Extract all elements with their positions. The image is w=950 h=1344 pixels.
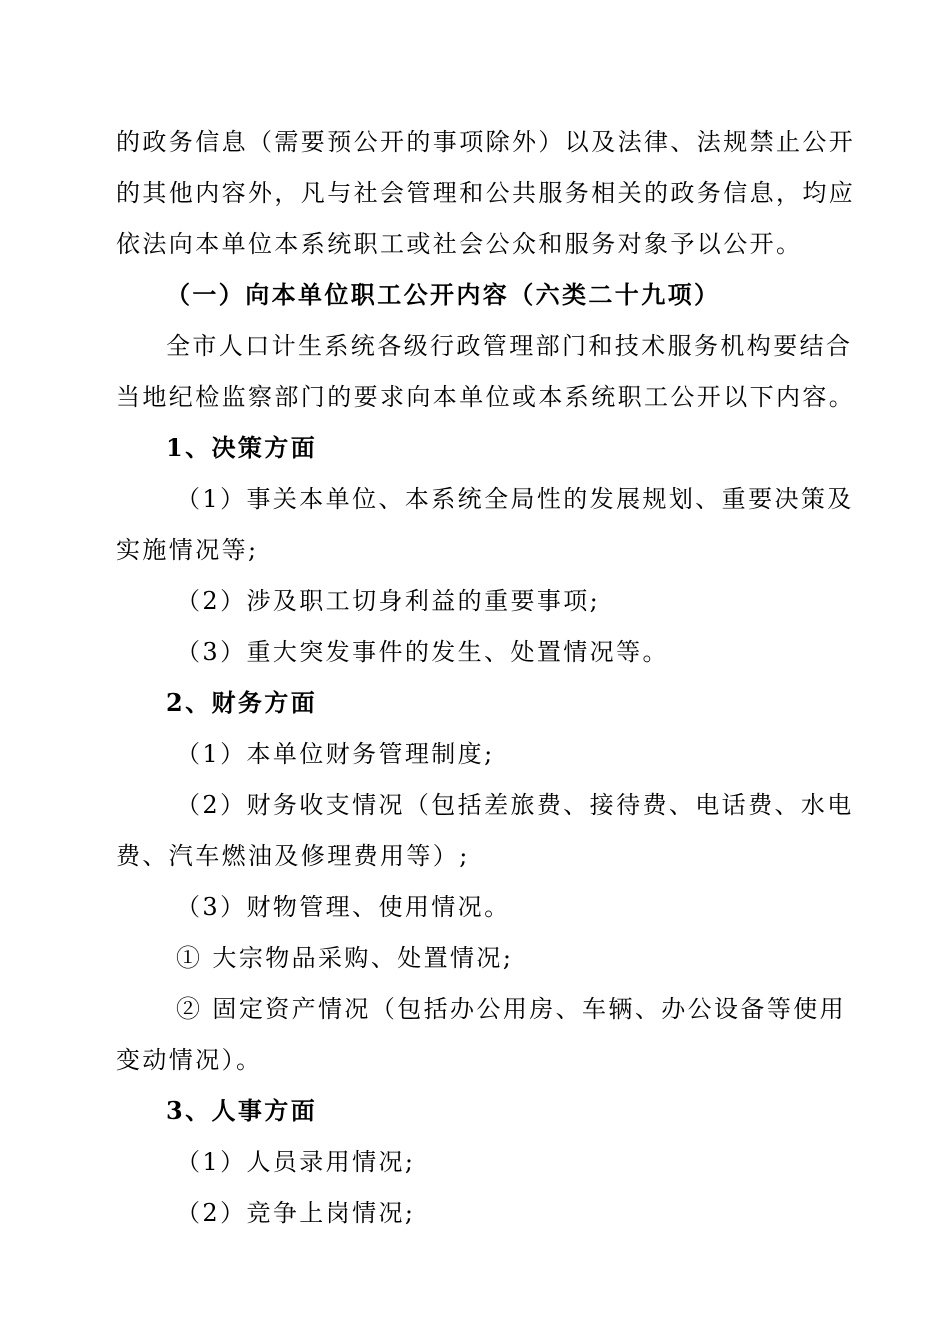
decision-heading: 1、决策方面 [166, 433, 318, 462]
section-title: （一）向本单位职工公开内容（六类二十九项） [166, 280, 721, 309]
intro-line-1: 的政务信息（需要预公开的事项除外）以及法律、法规禁止公开 [116, 128, 856, 156]
personnel-heading: 3、人事方面 [166, 1096, 318, 1125]
section-body-line-1: 全市人口计生系统各级行政管理部门和技术服务机构要结合 [166, 332, 853, 360]
finance-item-2-line-1: （2）财务收支情况（包括差旅费、接待费、电话费、水电 [176, 791, 854, 819]
decision-item-1-line-1: （1）事关本单位、本系统全局性的发展规划、重要决策及 [176, 485, 854, 513]
finance-sub-item-1: ① 大宗物品采购、处置情况; [176, 944, 514, 972]
finance-item-2-line-2: 费、汽车燃油及修理费用等）; [116, 842, 470, 870]
decision-item-2: （2）涉及职工切身利益的重要事项; [176, 587, 601, 615]
intro-line-3: 依法向本单位本系统职工或社会公众和服务对象予以公开。 [116, 230, 803, 258]
finance-item-3: （3）财物管理、使用情况。 [176, 893, 511, 921]
finance-item-1: （1）本单位财务管理制度; [176, 740, 495, 768]
decision-item-1-line-2: 实施情况等; [116, 536, 259, 564]
personnel-item-1: （1）人员录用情况; [176, 1148, 416, 1176]
decision-item-3: （3）重大突发事件的发生、处置情况等。 [176, 638, 669, 666]
finance-sub-item-2-line-2: 变动情况）。 [116, 1046, 263, 1074]
section-body-line-2: 当地纪检监察部门的要求向本单位或本系统职工公开以下内容。 [116, 383, 856, 411]
finance-heading: 2、财务方面 [166, 688, 318, 717]
finance-sub-item-2-line-1: ② 固定资产情况（包括办公用房、车辆、办公设备等使用 [176, 995, 847, 1023]
personnel-item-2: （2）竞争上岗情况; [176, 1199, 416, 1227]
intro-line-2: 的其他内容外，凡与社会管理和公共服务相关的政务信息，均应 [116, 179, 856, 207]
